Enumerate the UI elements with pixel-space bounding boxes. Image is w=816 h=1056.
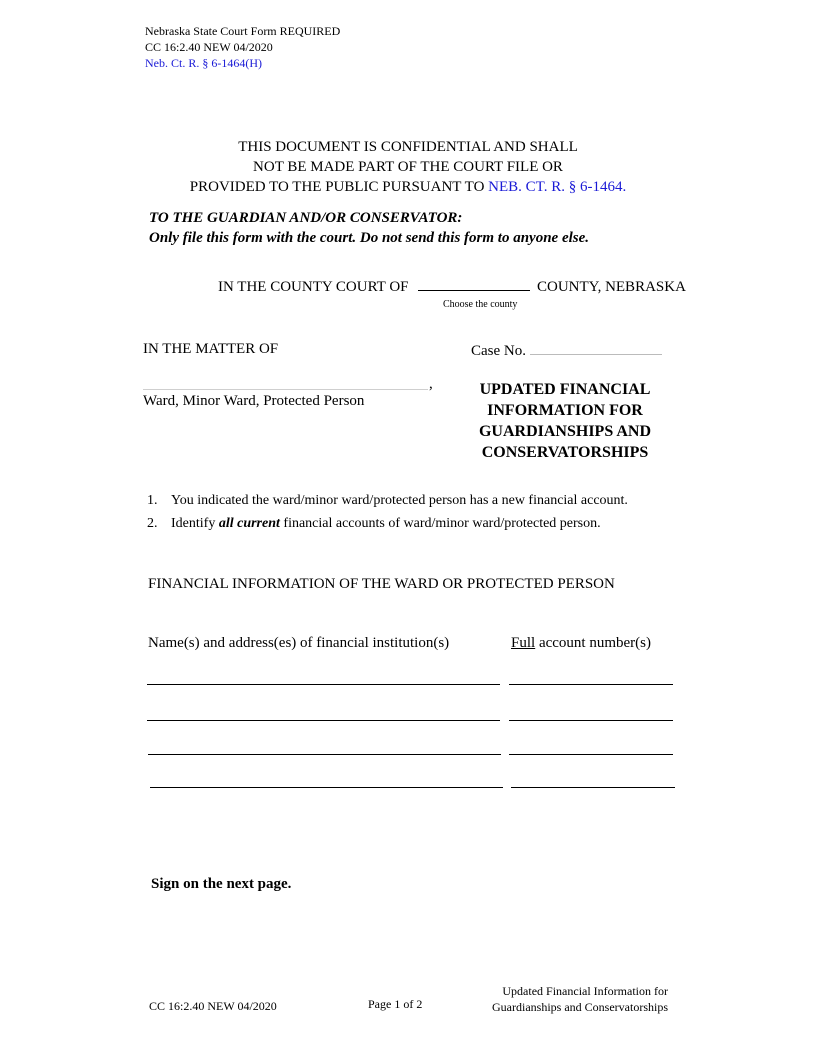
confidential-notice bbox=[0, 137, 816, 197]
title-line-4: CONSERVATORSHIPS bbox=[481, 444, 649, 461]
form-header bbox=[145, 23, 340, 71]
guardian-instruction bbox=[149, 208, 589, 248]
footer-title bbox=[472, 983, 668, 1015]
account-column-text: account number(s) bbox=[535, 635, 651, 651]
form-code: CC 16:2.40 NEW 04/2020 bbox=[145, 40, 273, 54]
account-column-emphasis: Full bbox=[511, 635, 536, 651]
list-item-1 bbox=[147, 489, 628, 512]
institution-field-1[interactable] bbox=[147, 684, 500, 685]
title-line-1: UPDATED FINANCIAL bbox=[479, 381, 651, 398]
list-item-1-text: You indicated the ward/minor ward/protected person has a new financial account. bbox=[171, 493, 628, 508]
title-line-2: INFORMATION FOR bbox=[487, 402, 643, 419]
form-title bbox=[455, 379, 675, 463]
list-item-2-prefix: Identify bbox=[171, 516, 219, 531]
title-line-3: GUARDIANSHIPS AND bbox=[478, 423, 652, 440]
instruction-text: Only file this form with the court. Do not send this form to anyone else. bbox=[149, 230, 590, 246]
footer-form-id: CC 16:2.40 NEW 04/2020 bbox=[149, 999, 277, 1013]
financial-heading: FINANCIAL INFORMATION OF THE WARD OR PROTECTED PERSON bbox=[148, 576, 615, 592]
sign-note: Sign on the next page. bbox=[151, 876, 292, 892]
confidential-line-1: THIS DOCUMENT IS CONFIDENTIAL AND SHALL bbox=[238, 139, 578, 155]
ward-comma: , bbox=[429, 376, 433, 392]
institution-field-3[interactable] bbox=[148, 754, 501, 755]
account-field-4[interactable] bbox=[511, 787, 675, 788]
form-required-label: Nebraska State Court Form REQUIRED bbox=[145, 24, 341, 38]
institution-column-label: Name(s) and address(es) of financial institution(s) bbox=[148, 635, 450, 651]
court-prefix: IN THE COUNTY COURT OF bbox=[218, 279, 409, 295]
ward-name-field[interactable] bbox=[143, 389, 428, 390]
court-suffix: COUNTY, NEBRASKA bbox=[537, 279, 686, 295]
list-item-2-number: 2. bbox=[147, 516, 158, 531]
confidential-line-2: NOT BE MADE PART OF THE COURT FILE OR bbox=[253, 159, 563, 175]
footer-title-line-2: Guardianships and Conservatorships bbox=[492, 1000, 668, 1014]
confidential-line-3-text: PROVIDED TO THE PUBLIC PURSUANT TO bbox=[189, 179, 489, 195]
case-number-label: Case No. bbox=[471, 343, 526, 359]
case-number bbox=[471, 340, 662, 360]
institution-field-4[interactable] bbox=[150, 787, 503, 788]
list-item-2 bbox=[147, 512, 628, 535]
list-item-2-suffix: financial accounts of ward/minor ward/protected person. bbox=[279, 516, 601, 531]
instruction-heading: TO THE GUARDIAN AND/OR CONSERVATOR: bbox=[149, 210, 463, 226]
list-item-1-number: 1. bbox=[147, 493, 158, 508]
county-field[interactable] bbox=[418, 276, 530, 291]
ward-label: Ward, Minor Ward, Protected Person bbox=[143, 393, 365, 409]
footer-page-number: Page 1 of 2 bbox=[368, 997, 423, 1011]
institution-field-2[interactable] bbox=[147, 720, 500, 721]
case-number-field[interactable] bbox=[530, 340, 662, 355]
account-field-1[interactable] bbox=[509, 684, 673, 685]
footer-title-line-1: Updated Financial Information for bbox=[502, 984, 668, 998]
instruction-list bbox=[147, 489, 628, 535]
list-item-2-emphasis: all current bbox=[218, 516, 280, 531]
account-field-3[interactable] bbox=[509, 754, 673, 755]
confidential-rule-link[interactable]: NEB. CT. R. § 6-1464. bbox=[488, 179, 627, 195]
county-hint: Choose the county bbox=[443, 299, 518, 310]
matter-label: IN THE MATTER OF bbox=[143, 341, 279, 357]
court-caption bbox=[218, 276, 686, 296]
rule-link[interactable]: Neb. Ct. R. § 6-1464(H) bbox=[145, 56, 262, 70]
account-column-label bbox=[511, 635, 651, 652]
account-field-2[interactable] bbox=[509, 720, 673, 721]
confidential-line-3 bbox=[0, 177, 816, 197]
